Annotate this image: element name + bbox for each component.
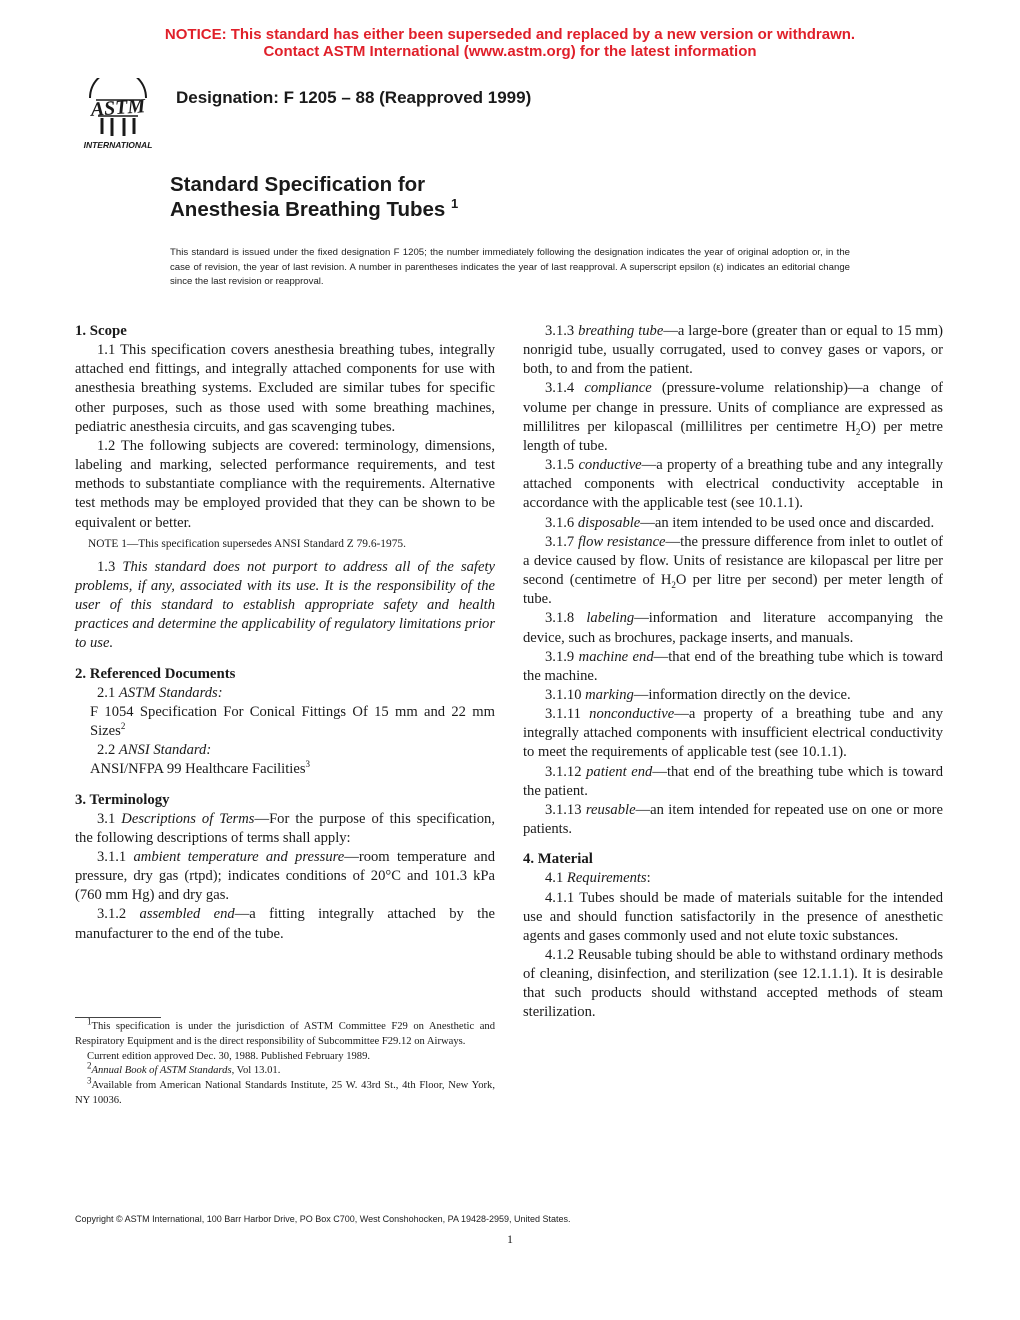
paragraph-2-1 — [75, 684, 495, 703]
paragraph-2-2-label: ANSI Standard: — [118, 742, 212, 759]
term-text: —a large-bore (greater than or equal to 15 mm) nonrigid tube, usually corrugated, used to convey gases or vapors, or both, to and from the patient. — [523, 323, 943, 378]
paragraph-4-1-1: 4.1.1 Tubes should be made of materials suitable for the intended use and should function satisfactorily in the presence of anesthetic agents and gases commonly used and not elute toxic substances. — [523, 889, 943, 944]
term-3-1-1 — [75, 848, 495, 905]
term-name: machine end — [578, 648, 654, 665]
copyright-line: Copyright © ASTM International, 100 Barr Harbor Drive, PO Box C700, West Conshohocken, PA 19428-2959, United States. — [75, 1214, 571, 1224]
subscript: 2 — [671, 579, 676, 590]
term-text: —that end of the breathing tube which is toward the patient. — [523, 763, 943, 799]
term-name: flow resistance — [577, 533, 666, 550]
reference-f1054 — [75, 703, 495, 741]
footnote-1-mark: 1 — [87, 1016, 92, 1027]
term-text: —an item intended to be used once and discarded. — [640, 514, 935, 531]
section-heading-referenced: 2. Referenced Documents — [75, 665, 236, 682]
title-line-2 — [170, 197, 458, 222]
footnote-2 — [75, 1060, 495, 1079]
footnote-1 — [75, 1016, 495, 1050]
astm-logo-subtext: INTERNATIONAL — [83, 140, 153, 150]
term-number: 3.1.8 — [545, 610, 575, 627]
term-text: —information and literature accompanying the device, such as brochures, package inserts, and manuals. — [523, 610, 943, 646]
term-number: 3.1.6 — [545, 514, 575, 531]
paragraph-1-3 — [75, 558, 495, 654]
reference-ansi-footnote: 3 — [305, 759, 311, 770]
notice-line-2: Contact ASTM International (www.astm.org) for the latest information — [263, 43, 757, 60]
reference-ansi-text: ANSI/NFPA 99 Healthcare Facilities — [90, 761, 306, 778]
term-text: (pressure-volume relationship)—a change of volume per change in pressure. Units of compliance are expressed as millilitres per kilopascal (millilitres per centimetre H — [523, 380, 943, 435]
term-3-1-11 — [523, 705, 943, 762]
paragraph-4-1-2: 4.1.2 Reusable tubing should be able to withstand ordinary methods of cleaning, disinfection, and sterilization (see 12.1.1.1). It is desirable that such products should withstand accepted methods of steam sterilization. — [523, 946, 943, 1021]
paragraph-2-2 — [75, 741, 495, 760]
footnote-2-mark: 2 — [87, 1060, 92, 1071]
term-text: —an item intended for repeated use on one or more patients. — [523, 801, 943, 838]
document-title — [170, 172, 458, 222]
term-3-1-12 — [523, 763, 943, 801]
paragraph-1-3-number: 1.3 — [97, 558, 116, 575]
term-3-1-2 — [75, 905, 495, 943]
term-3-1-6 — [523, 514, 943, 533]
paragraph-1-3-text: This standard does not purport to address all of the safety problems, if any, associated with its use. It is the responsibility of the user of this standard to establish appropriate safety and health practices and determine the applicability of regulatory limitations prior to use. — [75, 558, 495, 652]
reference-ansi — [75, 760, 495, 779]
paragraph-3-1-term: Descriptions of Terms — [121, 810, 255, 827]
astm-logo-text: ASTM — [90, 95, 146, 121]
reference-f1054-footnote: 2 — [120, 721, 126, 732]
term-3-1-10 — [523, 686, 943, 705]
term-name: disposable — [577, 514, 641, 531]
term-3-1-7 — [523, 533, 943, 610]
paragraph-2-1-label: ASTM Standards: — [118, 684, 223, 701]
term-3-1-4 — [523, 379, 943, 456]
term-name: compliance — [584, 380, 652, 397]
paragraph-2-2-number: 2.2 — [97, 742, 116, 759]
term-number: 3.1.13 — [545, 801, 582, 818]
term-name: ambient temperature and pressure — [133, 849, 345, 866]
footnote-3 — [75, 1075, 495, 1109]
paragraph-1-1: 1.1 This specification covers anesthesia breathing tubes, integrally attached end fittings, and integrally attached components for use with anesthesia breathing systems. Excluded are similar tubes for specific other purposes, such as those used with some breathing machines, pediatric anesthesia circuits, and gas scavenging tubes. — [75, 342, 495, 435]
left-column — [75, 322, 495, 944]
paragraph-3-1 — [75, 810, 495, 848]
term-text: —that end of the breathing tube which is toward the machine. — [523, 648, 943, 684]
term-number: 3.1.5 — [545, 457, 575, 474]
footnote-3-text: Available from American National Standards Institute, 25 W. 43rd St., 4th Floor, New York, NY 10036. — [75, 1080, 495, 1106]
superseded-notice — [0, 26, 1020, 60]
section-heading-material: 4. Material — [523, 851, 593, 868]
term-number: 3.1.3 — [545, 323, 575, 339]
note-1: NOTE 1—This specification supersedes ANSI Standard Z 79.6-1975. — [88, 537, 406, 550]
paragraph-4-1-number: 4.1 — [545, 870, 564, 887]
term-number: 3.1.11 — [545, 706, 581, 723]
title-footnote-mark: 1 — [451, 196, 459, 212]
page-number: 1 — [507, 1232, 513, 1246]
paragraph-1-2: 1.2 The following subjects are covered: terminology, dimensions, labeling and marking, selected performance requirements, and test methods to substantiate compliance with the requirements. Alternative test methods may be employed provided that they can be shown to be equivalent or better. — [75, 437, 495, 531]
term-3-1-8 — [523, 609, 943, 647]
term-text-end: O per litre per second) per meter length of tube. — [523, 572, 943, 608]
term-name: reusable — [585, 801, 636, 818]
paragraph-4-1-colon: : — [646, 870, 651, 887]
term-name: labeling — [586, 610, 635, 627]
term-number: 3.1.2 — [97, 906, 127, 923]
paragraph-3-1-number: 3.1 — [97, 810, 116, 827]
term-text: —the pressure difference from inlet to outlet of a device caused by flow. Units of resistance are kilopascal per litre per second (centimetre of H — [523, 533, 944, 589]
term-number: 3.1.7 — [545, 533, 575, 550]
astm-logo — [76, 78, 160, 154]
term-name: conductive — [578, 457, 642, 474]
term-text: —information directly on the device. — [633, 686, 851, 703]
term-number: 3.1.12 — [545, 763, 582, 780]
term-number: 3.1.4 — [545, 380, 575, 397]
section-heading-scope: 1. Scope — [75, 323, 127, 339]
term-text: —a property of a breathing tube and any integrally attached components with electrical conductivity acceptable in accordance with the applicable test (see 10.1.1). — [523, 457, 943, 512]
term-text: —a fitting integrally attached by the manufacturer to the end of the tube. — [75, 906, 495, 942]
footnote-2-text: Annual Book of ASTM Standards — [91, 1065, 232, 1077]
term-name: marking — [585, 686, 634, 703]
term-name: breathing tube — [578, 323, 664, 339]
section-heading-terminology: 3. Terminology — [75, 791, 170, 808]
term-3-1-9 — [523, 648, 943, 686]
term-text-end: O) per metre length of tube. — [523, 418, 943, 454]
footnote-1-text: This specification is under the jurisdiction of ASTM Committee F29 on Anesthetic and Respiratory Equipment and is the direct responsibility of Subcommittee F29.12 on Airways. — [75, 1021, 495, 1047]
title-line-2-text: Anesthesia Breathing Tubes — [170, 198, 446, 221]
paragraph-4-1 — [523, 869, 943, 888]
notice-line-1: NOTICE: This standard has either been superseded and replaced by a new version or withdrawn. — [164, 26, 856, 43]
paragraph-4-1-label: Requirements — [566, 870, 647, 887]
term-name: patient end — [586, 763, 653, 780]
term-3-1-13 — [523, 801, 943, 839]
paragraph-2-1-number: 2.1 — [97, 684, 116, 701]
footnote-3-mark: 3 — [87, 1075, 92, 1086]
term-number: 3.1.10 — [545, 686, 582, 703]
term-3-1-3 — [523, 322, 943, 379]
footnote-1b: Current edition approved Dec. 30, 1988. Published February 1989. — [87, 1050, 371, 1062]
term-number: 3.1.1 — [97, 849, 127, 866]
term-text: —room temperature and pressure, dry gas (rtpd); indicates conditions of 20°C and 101.3 kPa (760 mm Hg) and dry gas. — [75, 849, 495, 904]
term-name: nonconductive — [589, 706, 675, 723]
reference-f1054-text: F 1054 Specification For Conical Fittings Of 15 mm and 22 mm Sizes — [90, 703, 495, 740]
footnotes — [75, 1016, 495, 1109]
designation: Designation: F 1205 – 88 (Reapproved 1999) — [176, 88, 532, 107]
subscript: 2 — [855, 426, 861, 437]
term-text: —a property of a breathing tube and any integrally attached components with insufficient electrical conductivity to meet the requirements of applicable test (see 10.1.1). — [523, 706, 943, 761]
term-number: 3.1.9 — [545, 648, 575, 665]
term-3-1-5 — [523, 456, 943, 513]
preamble: This standard is issued under the fixed designation F 1205; the number immediately following the designation indicates the year of original adoption or, in the case of revision, the year of last revision. A number in parentheses indicates the year of last reapproval. A superscript epsilon (ε) indicates an editorial change since the last revision or reapproval. — [170, 247, 850, 288]
right-column — [523, 322, 943, 1023]
footnote-2-volume: , Vol 13.01. — [231, 1065, 281, 1077]
term-name: assembled end — [139, 906, 235, 923]
title-line-1: Standard Specification for — [170, 173, 426, 196]
paragraph-3-1-text: —For the purpose of this specification, the following descriptions of terms shall apply: — [75, 810, 496, 846]
